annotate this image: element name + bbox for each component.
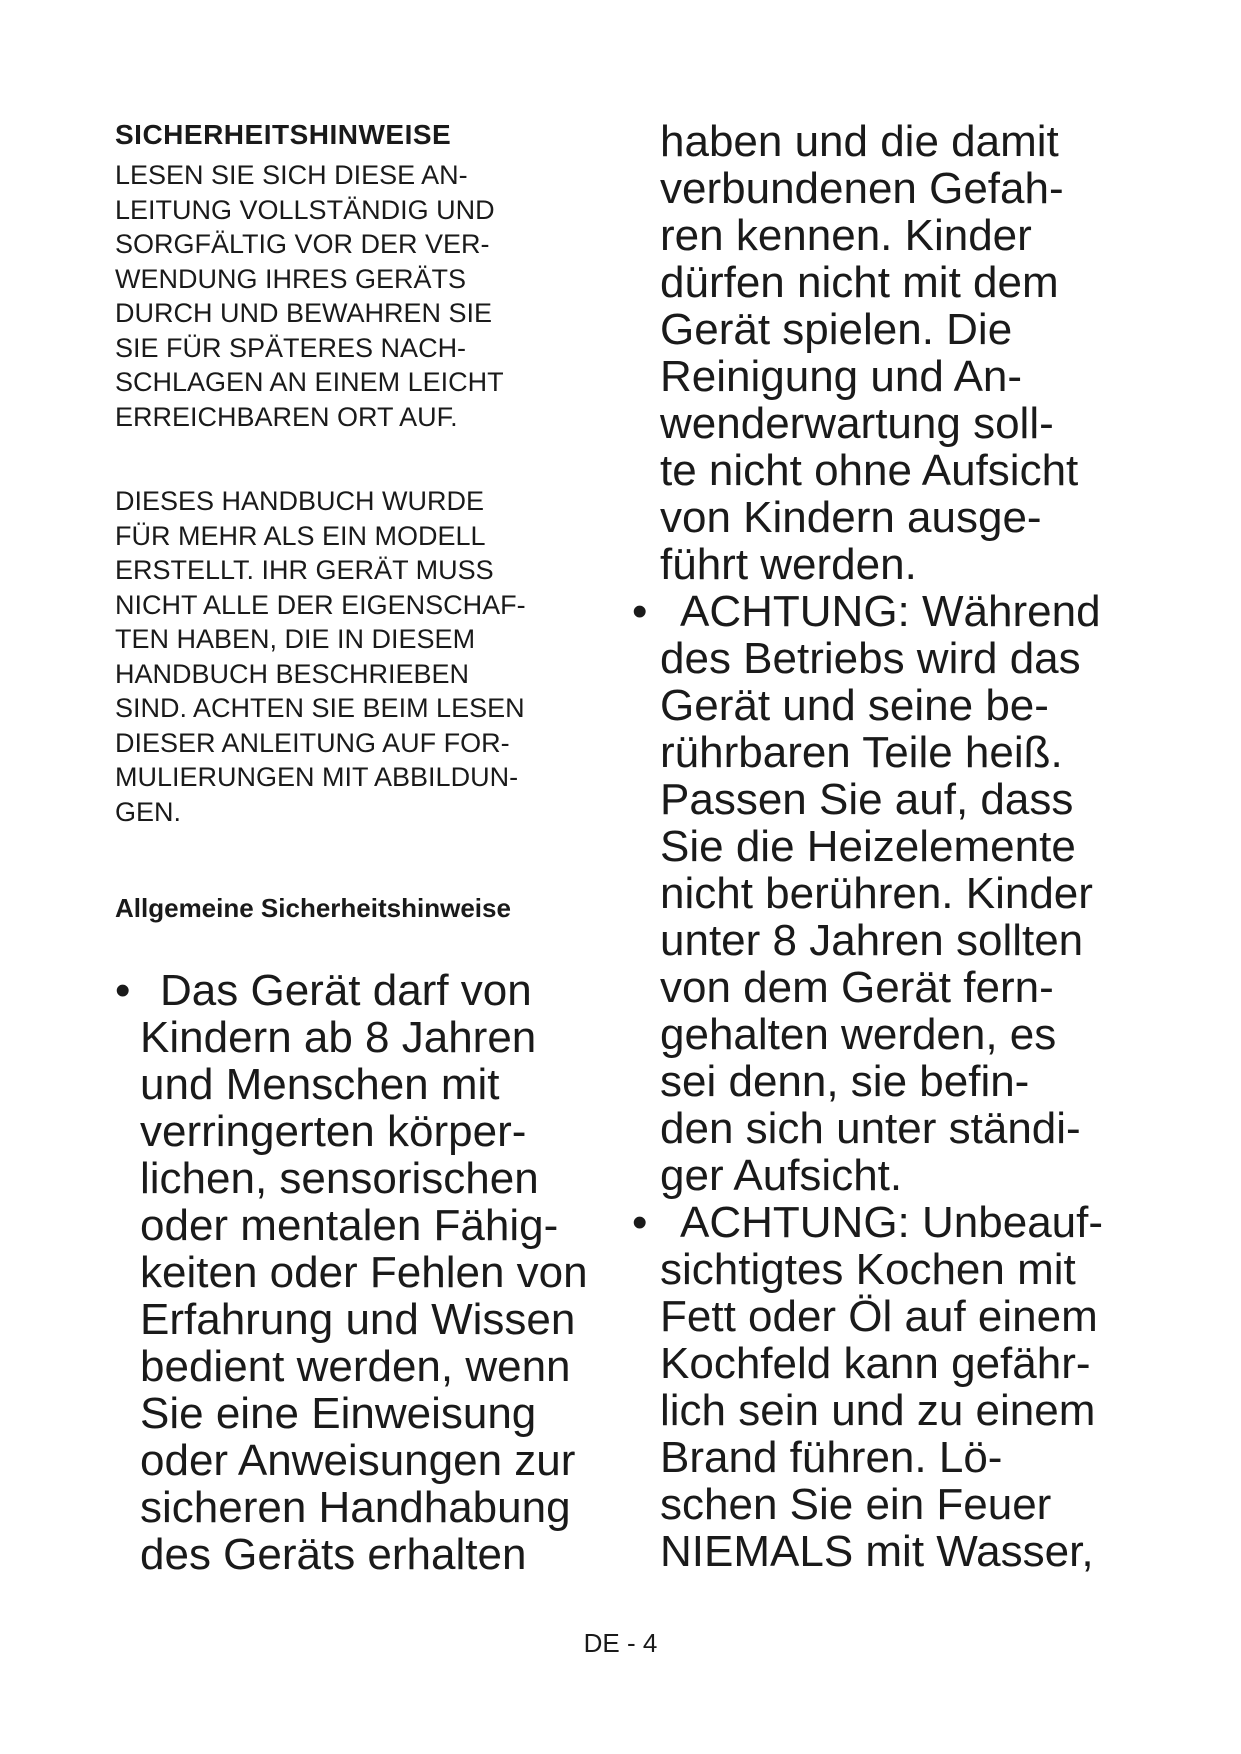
intro-paragraph: LESEN SIE SICH DIESE AN- LEITUNG VOLLSTÄNDIG UND SORGFÄLTIG VOR DER VER- WENDUNG IHRES GERÄTS DURCH UND BEWAHREN SIE SIE FÜR SPÄTERES NACH- SCHLAGEN AN EINEM LEICHT ERREICHBAREN ORT AUF.	[115, 160, 504, 432]
bullet-marker: •	[115, 966, 131, 1015]
bullet-2-first-line: ACHTUNG: Während	[680, 587, 1101, 636]
right-column	[632, 117, 1140, 1576]
section-title: SICHERHEITSHINWEISE	[115, 119, 452, 150]
bullet-1-text: Kindern ab 8 Jahren und Menschen mit verringerten körper- lichen, sensorischen oder mentalen Fähig- keiten oder Fehlen von Erfahrung und Wissen bedient werden, wenn Sie eine Einweisung oder Anweisungen zur sicheren Handhabung des Geräts erhalten	[140, 1013, 588, 1579]
page-number: DE - 4	[583, 1628, 658, 1658]
subsection-title: Allgemeine Sicherheitshinweise	[115, 893, 511, 923]
safety-bullet-2	[632, 587, 1140, 1200]
left-column	[115, 118, 635, 1578]
safety-bullet-1	[115, 967, 635, 1578]
safety-bullet-3	[632, 1198, 1140, 1576]
bullet-3-text: sichtigtes Kochen mit Fett oder Öl auf einem Kochfeld kann gefähr- lich sein und zu einem Brand führen. Lö- schen Sie ein Feuer NIEMALS mit Wasser,	[660, 1245, 1098, 1576]
bullet-marker: •	[632, 1198, 648, 1247]
manual-note-paragraph: DIESES HANDBUCH WURDE FÜR MEHR ALS EIN MODELL ERSTELLT. IHR GERÄT MUSS NICHT ALLE DER EIGENSCHAF- TEN HABEN, DIE IN DIESEM HANDBUCH BESCHRIEBEN SIND. ACHTEN SIE BEIM LESEN DIESER ANLEITUNG AUF FOR- MULIERUNGEN MIT ABBILDUN- GEN.	[115, 486, 526, 827]
bullet-3-first-line: ACHTUNG: Unbeauf-	[680, 1198, 1104, 1247]
bullet-1-continuation: haben und die damit verbundenen Gefah- ren kennen. Kinder dürfen nicht mit dem Gerät spielen. Die Reinigung und An- wenderwartung soll- te nicht ohne Aufsicht von Kindern ausge- führt werden.	[660, 117, 1079, 589]
bullet-2-text: des Betriebs wird das Gerät und seine be- rührbaren Teile heiß. Passen Sie auf, dass Sie die Heizelemente nicht berühren. Kinder unter 8 Jahren sollten von dem Gerät fern- gehalten werden, es sei denn, sie befin- den sich unter ständi- ger Aufsicht.	[660, 634, 1093, 1200]
bullet-marker: •	[632, 587, 648, 636]
bullet-1-first-line: Das Gerät darf von	[160, 966, 532, 1015]
